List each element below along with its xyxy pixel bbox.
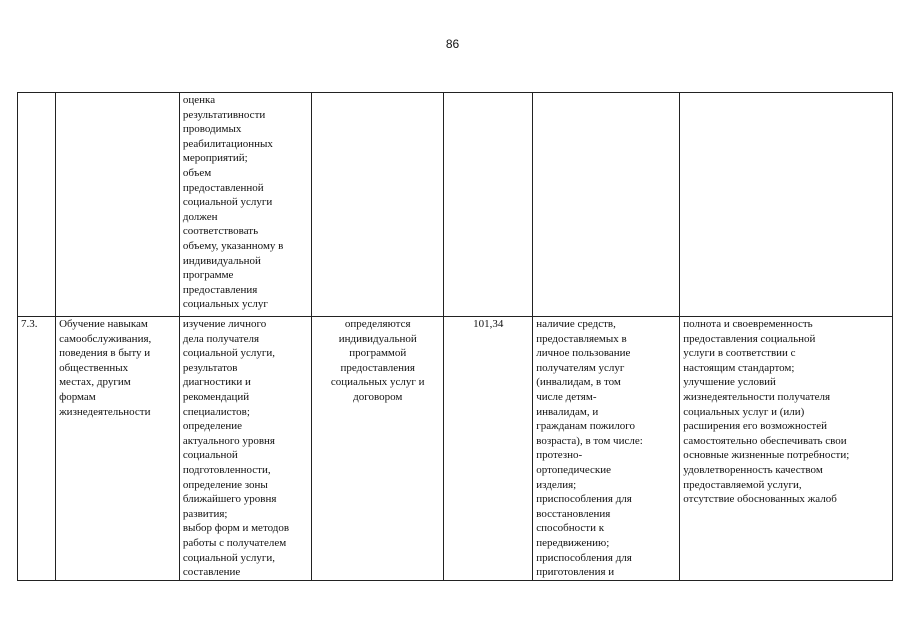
cell-text-line: наличие средств, bbox=[536, 318, 616, 330]
cell-text-line: договором bbox=[353, 390, 403, 403]
cell-text-line: социальных услуг bbox=[182, 298, 268, 311]
cell-quality-indicators bbox=[680, 93, 893, 317]
cell-text-line: способности к bbox=[536, 522, 605, 535]
cell-text-line: рекомендаций bbox=[182, 390, 250, 403]
page-number: 86 bbox=[445, 37, 460, 51]
cell-text-line: самостоятельно обеспечивать свои bbox=[683, 434, 847, 447]
cell-text-line: социальных услуг и (или) bbox=[683, 405, 805, 418]
cell-text-line: выбор форм и методов bbox=[182, 522, 290, 535]
cell-tariff bbox=[444, 93, 533, 317]
cell-text-line: местах, другим bbox=[59, 376, 131, 389]
cell-text-line: подготовленности, bbox=[182, 463, 271, 476]
cell-text-line: развития; bbox=[182, 507, 228, 520]
cell-text-line: диагностики и bbox=[182, 376, 251, 389]
cell-text-line: социальных услуг и bbox=[330, 376, 425, 389]
cell-text-line: актуального уровня bbox=[182, 434, 275, 447]
cell-text-line: должен bbox=[182, 210, 218, 223]
cell-text-line: реабилитационных bbox=[182, 137, 273, 150]
cell-text-line: проводимых bbox=[182, 123, 242, 136]
cell-quality-indicators bbox=[680, 317, 893, 581]
cell-text-line: предоставления bbox=[182, 283, 258, 296]
cell-text-line: Обучение навыкам bbox=[59, 318, 148, 330]
cell-text-line: социальной услуги, bbox=[182, 347, 276, 360]
cell-text-line: инвалидам, и bbox=[536, 405, 599, 418]
cell-text-line: услуги в соответствии с bbox=[683, 347, 796, 360]
cell-text-line: предоставляемых в bbox=[536, 332, 627, 345]
table-row bbox=[18, 317, 893, 581]
cell-text-line: оценка bbox=[182, 94, 216, 106]
cell-text-line: самообслуживания, bbox=[59, 332, 152, 345]
cell-text-line: индивидуальной bbox=[182, 254, 261, 267]
cell-text-line: общественных bbox=[59, 361, 129, 374]
cell-text-line: результативности bbox=[182, 108, 266, 121]
cell-conditions bbox=[533, 317, 680, 581]
cell-text-line: социальной услуги bbox=[182, 196, 273, 209]
cell-service-name bbox=[56, 317, 180, 581]
cell-text-line: основные жизненные потребности; bbox=[683, 449, 850, 462]
cell-text-line: специалистов; bbox=[182, 405, 250, 418]
cell-text-line: получателям услуг bbox=[536, 361, 625, 374]
cell-text-line: поведения в быту и bbox=[59, 347, 151, 360]
cell-text-line: расширения его возможностей bbox=[683, 420, 827, 433]
cell-text-line: дела получателя bbox=[182, 332, 260, 345]
cell-text-line: предоставления bbox=[340, 361, 415, 374]
cell-text-line: социальной bbox=[182, 449, 238, 462]
cell-text-line: передвижению; bbox=[536, 536, 610, 549]
cell-text-line: программе bbox=[182, 269, 234, 282]
cell-text-line: ортопедические bbox=[536, 463, 612, 476]
cell-text-line: гражданам пожилого bbox=[536, 420, 636, 433]
cell-text-line: жизнедеятельности получателя bbox=[683, 390, 831, 403]
cell-text-line: соответствовать bbox=[182, 225, 259, 238]
cell-text-line: личное пользование bbox=[536, 347, 631, 360]
cell-text-line: ближайшего уровня bbox=[182, 493, 277, 506]
cell-text-line: определение зоны bbox=[182, 478, 268, 491]
cell-text-line: отсутствие обоснованных жалоб bbox=[683, 493, 837, 506]
cell-text-line: объему, указанному в bbox=[182, 239, 284, 252]
service-standard-table bbox=[17, 92, 893, 581]
cell-text-line: предоставленной bbox=[182, 181, 264, 194]
cell-text-line: социальной услуги, bbox=[182, 551, 276, 564]
cell-text-line: числе детям- bbox=[536, 390, 597, 403]
cell-text-line: настоящим стандартом; bbox=[683, 361, 795, 374]
cell-text-line: приспособления для bbox=[536, 551, 632, 564]
cell-text-line: жизнедеятельности bbox=[59, 405, 151, 418]
cell-text-line: изучение личного bbox=[182, 318, 267, 330]
cell-text-line: удовлетворенность качеством bbox=[683, 463, 823, 476]
cell-text-line: индивидуальной bbox=[338, 332, 417, 345]
cell-service-name bbox=[56, 93, 180, 317]
cell-conditions bbox=[533, 93, 680, 317]
cell-text-line: приготовления и bbox=[536, 566, 615, 579]
cell-service-description bbox=[179, 93, 311, 317]
cell-text-line: работы с получателем bbox=[182, 536, 287, 549]
cell-text-line: улучшение условий bbox=[683, 376, 776, 389]
cell-service-description bbox=[179, 317, 311, 581]
cell-text-line: возраста), в том числе: bbox=[536, 434, 643, 447]
cell-text-line: результатов bbox=[182, 361, 238, 374]
cell-text-line: протезно- bbox=[536, 449, 583, 462]
cell-terms bbox=[312, 93, 444, 317]
cell-text-line: приспособления для bbox=[536, 493, 632, 506]
cell-text-line: предоставления социальной bbox=[683, 332, 816, 345]
cell-text-line: объем bbox=[182, 166, 212, 179]
cell-text-line: составление bbox=[182, 566, 241, 579]
cell-text-line: определение bbox=[182, 420, 242, 433]
cell-text-line: восстановления bbox=[536, 507, 611, 520]
cell-text-line: мероприятий; bbox=[182, 152, 248, 165]
cell-number: 7.3. bbox=[18, 317, 56, 581]
cell-text-line: изделия; bbox=[536, 478, 577, 491]
cell-text-line: (инвалидам, в том bbox=[536, 376, 621, 389]
cell-number bbox=[18, 93, 56, 317]
cell-terms bbox=[312, 317, 444, 581]
cell-text-line: определяются bbox=[344, 318, 411, 330]
cell-text-line: формам bbox=[59, 390, 96, 403]
cell-tariff: 101,34 bbox=[444, 317, 533, 581]
cell-text-line: предоставляемой услуги, bbox=[683, 478, 802, 491]
cell-text-line: программой bbox=[349, 347, 407, 360]
cell-text-line: полнота и своевременность bbox=[683, 318, 813, 330]
table-row bbox=[18, 93, 893, 317]
